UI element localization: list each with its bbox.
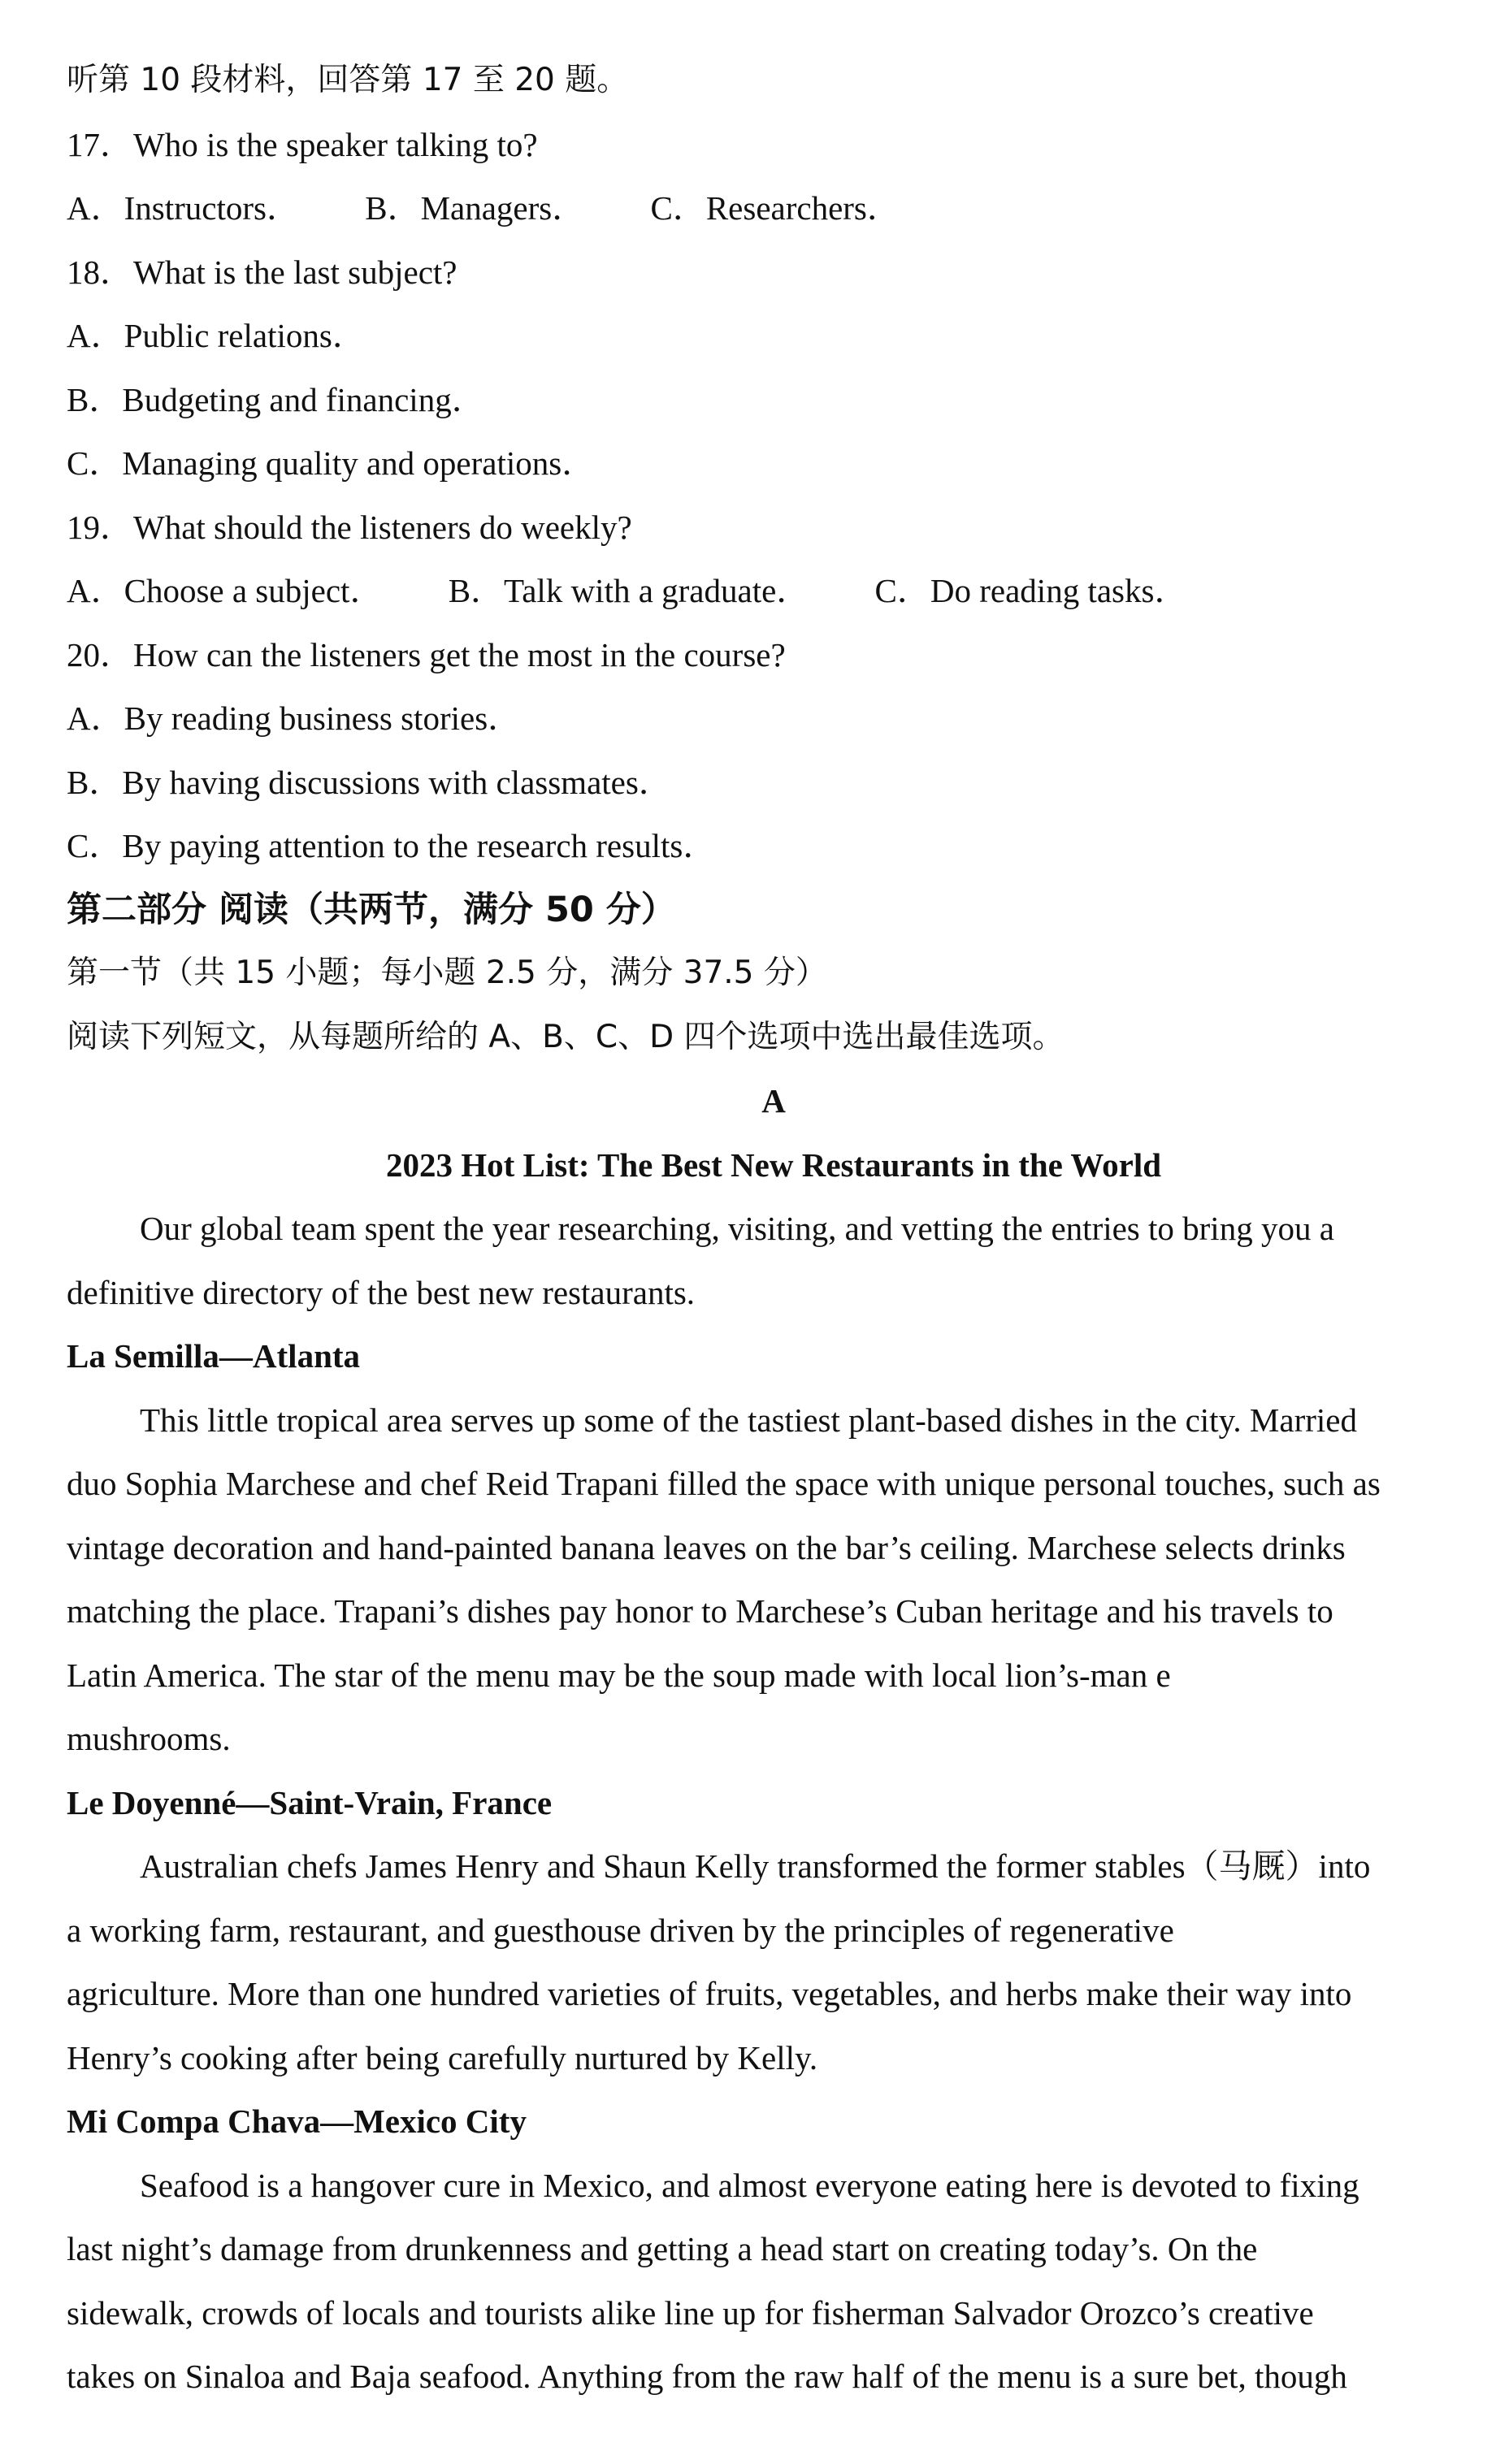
question-19-options: [67, 559, 1481, 623]
question-18-stem: 18．What is the last subject?: [67, 253, 457, 291]
option-c: C．Researchers．: [650, 189, 900, 227]
restaurant-text-line: sidewalk, crowds of locals and tourists alike line up for fisherman Salvador Orozco’s creative: [67, 2293, 1314, 2332]
passage-intro-line: definitive directory of the best new restaurants.: [67, 1273, 696, 1311]
restaurant-text-line: Seafood is a hangover cure in Mexico, and almost everyone eating here is devoted to fixing: [140, 2166, 1359, 2204]
question-17-options: [67, 176, 1481, 240]
option-c: C．Do reading tasks．: [874, 572, 1188, 609]
listening-intro: 听第 10 段材料，回答第 17 至 20 题。: [67, 62, 629, 98]
passage-intro-line: Our global team spent the year researching, visiting, and vetting the entries to bring you a: [140, 1210, 1334, 1247]
reading-section-title: 第一节（共 15 小题；每小题 2.5 分，满分 37.5 分）: [67, 955, 827, 991]
reading-instructions: 阅读下列短文，从每题所给的 A、B、C、D 四个选项中选出最佳选项。: [67, 1018, 1065, 1055]
restaurant-text-line: a working farm, restaurant, and guesthouse driven by the principles of regenerative: [67, 1911, 1174, 1949]
restaurant-text-line: mushrooms.: [67, 1720, 231, 1757]
question-20-stem: 20．How can the listeners get the most in the course?: [67, 635, 786, 673]
restaurant-name: La Semilla—Atlanta: [67, 1337, 361, 1375]
restaurant-text-line: vintage decoration and hand-painted banana leaves on the bar’s ceiling. Marchese selects drinks: [67, 1528, 1346, 1566]
restaurant-text-line: last night’s damage from drunkenness and getting a head start on creating today’s. On the: [67, 2230, 1258, 2267]
option-c: C．Managing quality and operations．: [67, 444, 596, 482]
option-c: C．By paying attention to the research results．: [67, 827, 717, 864]
restaurant-text-line: duo Sophia Marchese and chef Reid Trapani filled the space with unique personal touches, such as: [67, 1465, 1381, 1502]
question-19-stem: 19．What should the listeners do weekly?: [67, 508, 632, 546]
option-b: B．Talk with a graduate．: [448, 572, 810, 609]
option-a: A．Instructors．: [67, 189, 300, 227]
option-a: A．By reading business stories．: [67, 699, 522, 737]
option-b: B．Budgeting and financing．: [67, 380, 485, 418]
restaurant-text-line: This little tropical area serves up some of the tastiest plant-based dishes in the city. Married: [140, 1401, 1357, 1439]
option-b: B．Managers．: [365, 189, 586, 227]
option-b: B．By having discussions with classmates．: [67, 763, 672, 801]
option-a: A．Public relations．: [67, 317, 366, 354]
restaurant-text-line: Henry’s cooking after being carefully nurtured by Kelly.: [67, 2038, 818, 2076]
option-a: A．Choose a subject．: [67, 572, 384, 609]
exam-page: [67, 49, 1481, 2409]
restaurant-text-line: matching the place. Trapani’s dishes pay honor to Marchese’s Cuban heritage and his travels to: [67, 1592, 1333, 1630]
passage-title: 2023 Hot List: The Best New Restaurants in the World: [385, 1145, 1162, 1184]
restaurant-text-line: takes on Sinaloa and Baja seafood. Anything from the raw half of the menu is a sure bet, though: [67, 2358, 1347, 2395]
restaurant-name: Le Doyenné—Saint-Vrain, France: [67, 1783, 553, 1821]
restaurant-text-line: Australian chefs James Henry and Shaun Kelly transformed the former stables（马厩）into: [140, 1847, 1371, 1885]
restaurant-text-line: agriculture. More than one hundred varieties of fruits, vegetables, and herbs make their way into: [67, 1975, 1352, 2012]
restaurant-name: Mi Compa Chava—Mexico City: [67, 2102, 527, 2140]
restaurant-text-line: Latin America. The star of the menu may be the soup made with local lion’s-man e: [67, 1656, 1171, 1694]
passage-letter: A: [761, 1082, 786, 1119]
reading-part-title: 第二部分 阅读（共两节，满分 50 分）: [67, 889, 676, 930]
question-17-stem: 17．Who is the speaker talking to?: [67, 125, 538, 163]
